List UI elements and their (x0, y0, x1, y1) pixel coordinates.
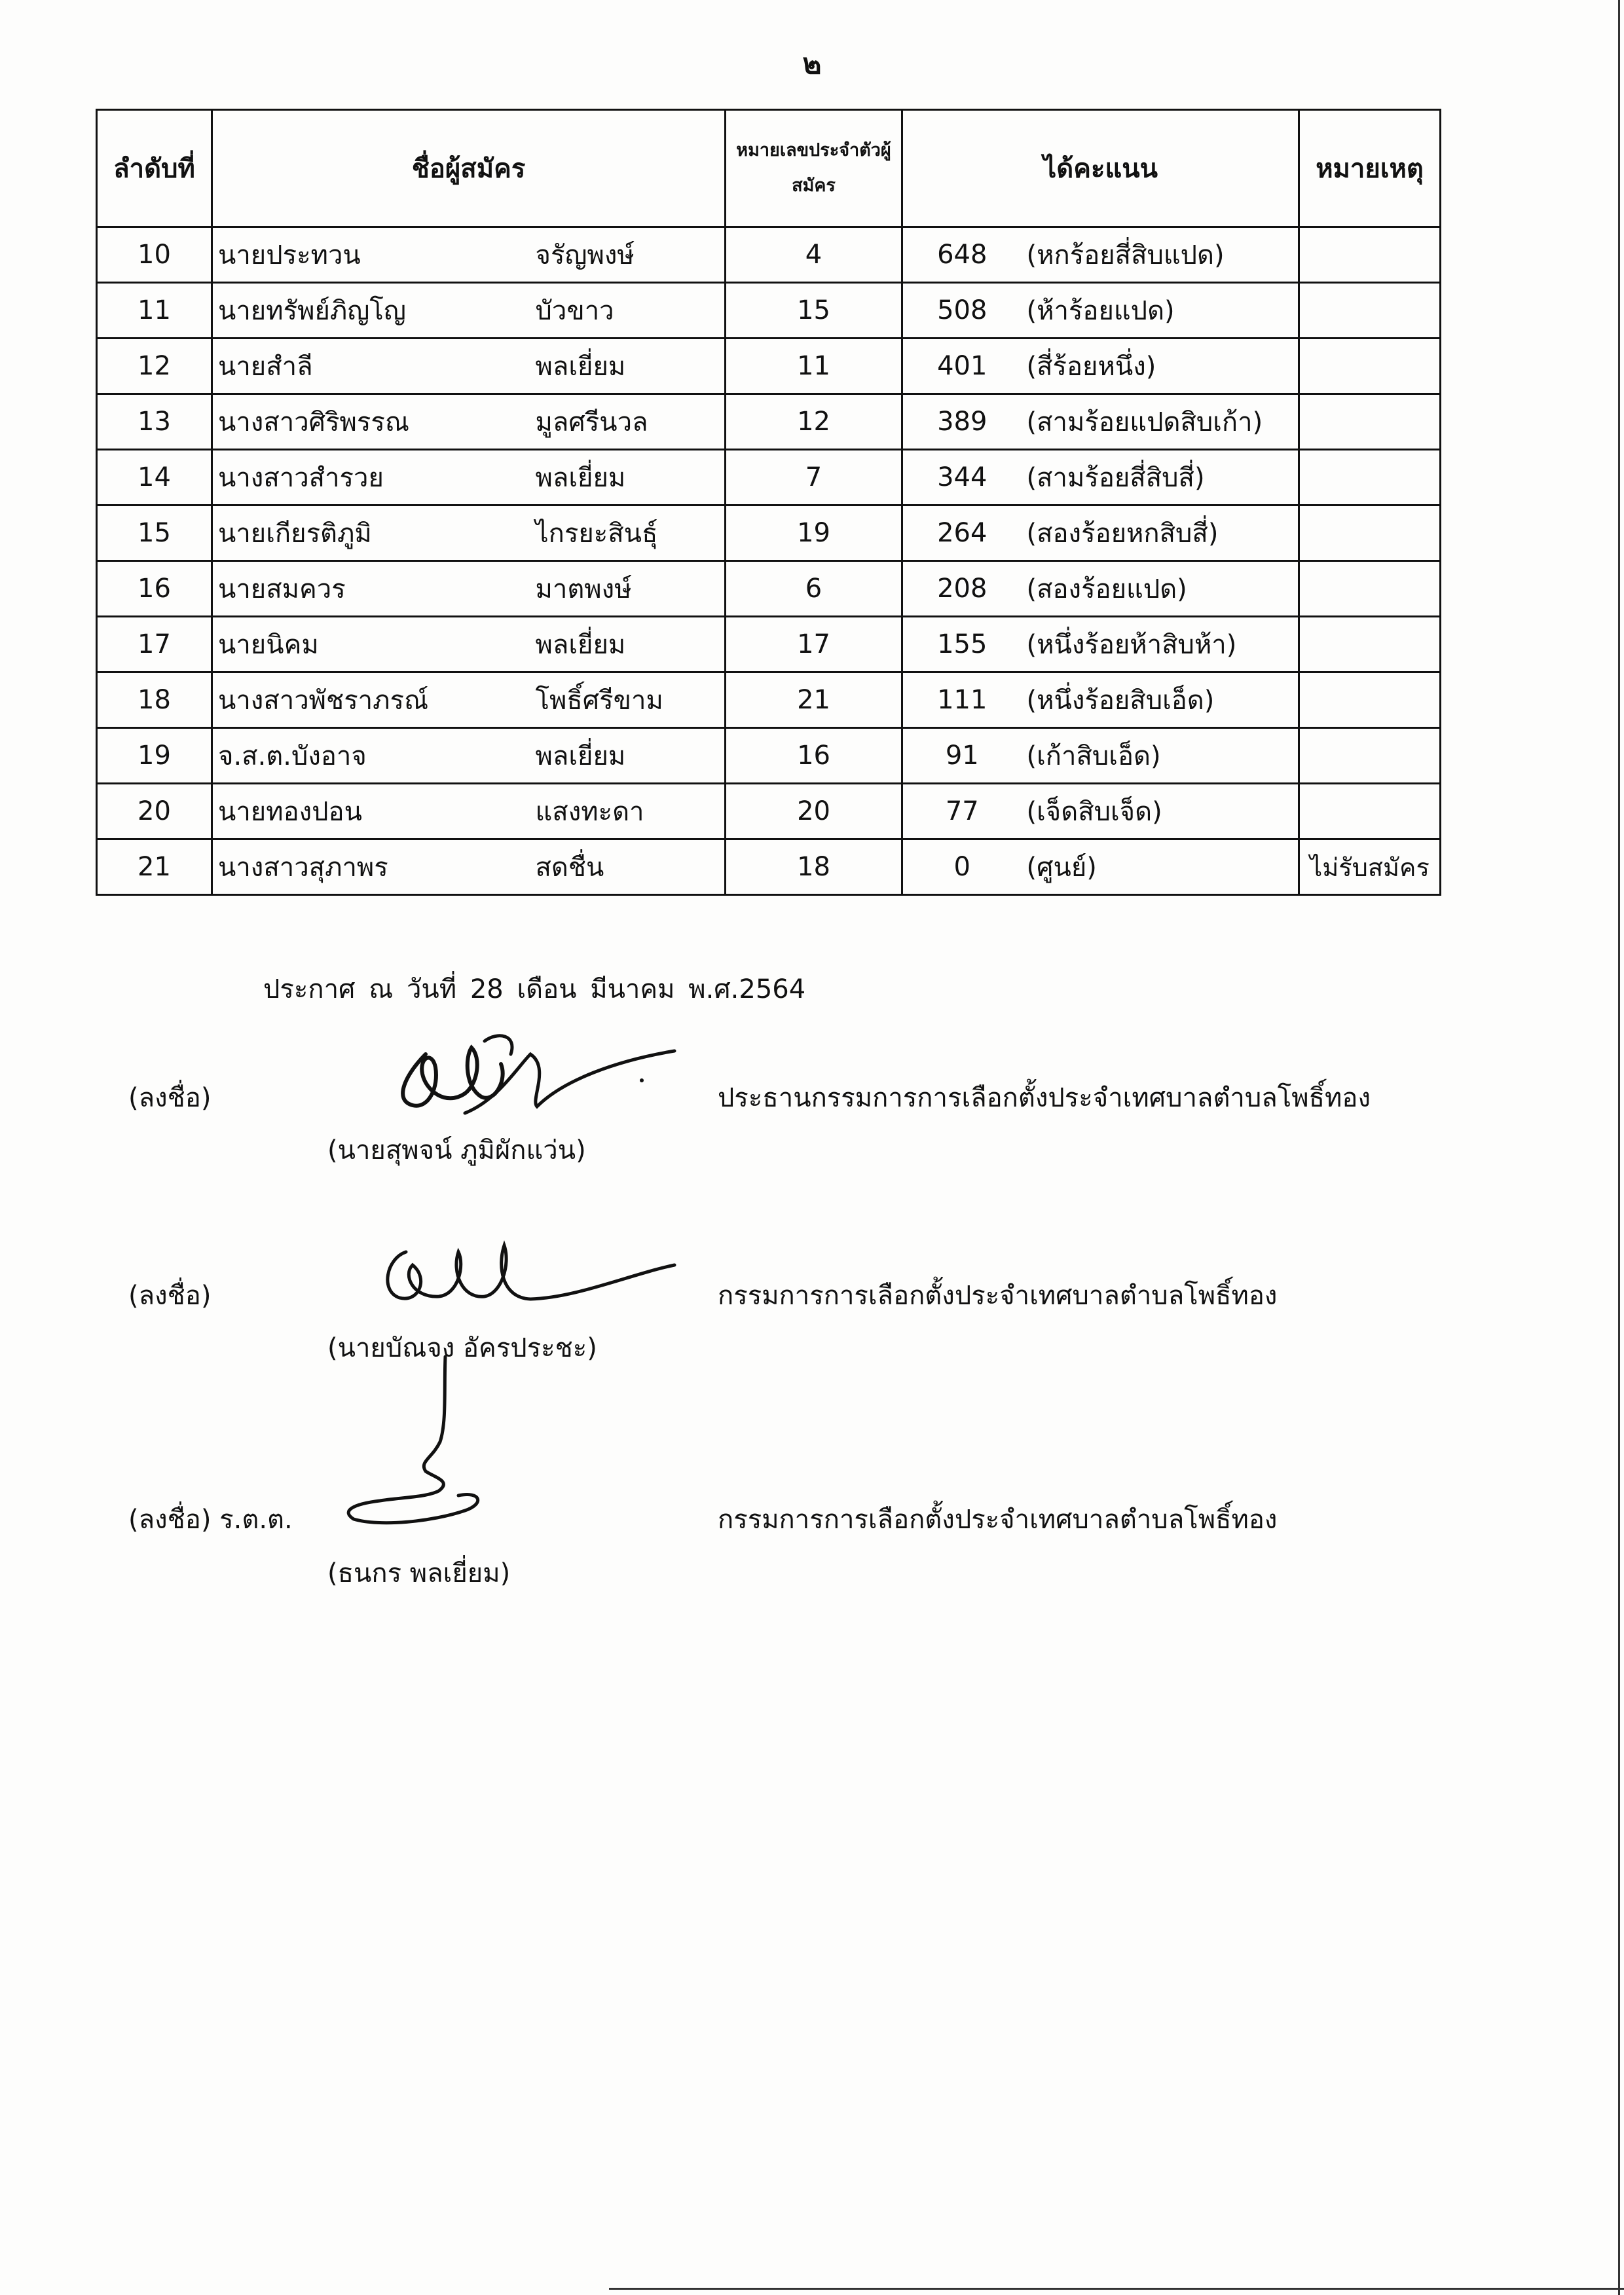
remark-cell (1299, 227, 1441, 283)
score-words: (เจ็ดสิบเจ็ด) (1022, 784, 1299, 839)
order-cell: 15 (97, 505, 212, 561)
table-body (97, 227, 1441, 895)
scan-edge-bottom (609, 2288, 1624, 2290)
sign-prefix: (ลงชื่อ) (128, 1281, 212, 1311)
order-cell: 18 (97, 672, 212, 728)
candidate-first-name: นางสาวสุภาพร (212, 839, 530, 895)
header-order: ลำดับที่ (97, 110, 212, 227)
remark-cell (1299, 672, 1441, 728)
remark-cell (1299, 784, 1441, 839)
order-cell: 16 (97, 561, 212, 617)
candidate-first-name: นายสำลี (212, 339, 530, 394)
candidate-last-name: สดชื่น (530, 839, 726, 895)
candidate-number: 6 (726, 561, 902, 617)
table-row (97, 672, 1441, 728)
remark-cell: ไม่รับสมัคร (1299, 839, 1441, 895)
remark-cell (1299, 450, 1441, 505)
order-cell: 19 (97, 728, 212, 784)
order-cell: 21 (97, 839, 212, 895)
score-words: (สามร้อยแปดสิบเก้า) (1022, 394, 1299, 450)
score-number: 155 (902, 617, 1022, 672)
header-candidate-no: หมายเลขประจำตัวผู้สมัคร (726, 110, 902, 227)
score-number: 401 (902, 339, 1022, 394)
candidate-first-name: นายประทวน (212, 227, 530, 283)
score-words: (หนึ่งร้อยสิบเอ็ด) (1022, 672, 1299, 728)
candidate-number: 16 (726, 728, 902, 784)
table-row (97, 617, 1441, 672)
candidate-last-name: บัวขาว (530, 283, 726, 339)
table-row (97, 283, 1441, 339)
candidate-last-name: จรัญพงษ์ (530, 227, 726, 283)
candidate-last-name: พลเยี่ยม (530, 339, 726, 394)
sign-role: กรรมการการเลือกตั้งประจำเทศบาลตำบลโพธิ์ทอง (718, 1281, 1278, 1311)
candidate-first-name: นายสมควร (212, 561, 530, 617)
signature-block-member-1 (0, 1219, 1624, 1389)
sign-name: (นายสุพจน์ ภูมิผักแว่น) (327, 1135, 586, 1166)
score-number: 648 (902, 227, 1022, 283)
sign-prefix: (ลงชื่อ) (128, 1083, 212, 1113)
score-words: (ศูนย์) (1022, 839, 1299, 895)
announcement-date: ประกาศ ณ วันที่ 28 เดือน มีนาคม พ.ศ.2564 (263, 974, 806, 1004)
candidate-last-name: พลเยี่ยม (530, 617, 726, 672)
score-number: 344 (902, 450, 1022, 505)
candidate-number: 12 (726, 394, 902, 450)
order-cell: 20 (97, 784, 212, 839)
order-cell: 17 (97, 617, 212, 672)
candidate-first-name: นางสาวสำรวย (212, 450, 530, 505)
candidate-number: 21 (726, 672, 902, 728)
order-cell: 11 (97, 283, 212, 339)
score-words: (หนึ่งร้อยห้าสิบห้า) (1022, 617, 1299, 672)
election-results-table (96, 109, 1441, 896)
candidate-last-name: พลเยี่ยม (530, 728, 726, 784)
remark-cell (1299, 728, 1441, 784)
candidate-first-name: นายเกียรติภูมิ (212, 505, 530, 561)
candidate-number: 15 (726, 283, 902, 339)
candidate-first-name: นายทรัพย์ภิญโญ (212, 283, 530, 339)
score-words: (หกร้อยสี่สิบแปด) (1022, 227, 1299, 283)
table-row (97, 394, 1441, 450)
score-number: 111 (902, 672, 1022, 728)
score-number: 77 (902, 784, 1022, 839)
page-number: ๒ (802, 47, 822, 81)
score-number: 508 (902, 283, 1022, 339)
signature-member-2-graphic (327, 1350, 498, 1527)
score-words: (สองร้อยหกสิบสี่) (1022, 505, 1299, 561)
score-number: 0 (902, 839, 1022, 895)
remark-cell (1299, 505, 1441, 561)
header-remark: หมายเหตุ (1299, 110, 1441, 227)
header-name: ชื่อผู้สมัคร (212, 110, 726, 227)
candidate-number: 4 (726, 227, 902, 283)
signature-member-1-graphic (367, 1226, 681, 1311)
candidate-number: 19 (726, 505, 902, 561)
remark-cell (1299, 394, 1441, 450)
candidate-first-name: นายทองปอน (212, 784, 530, 839)
order-cell: 10 (97, 227, 212, 283)
score-words: (เก้าสิบเอ็ด) (1022, 728, 1299, 784)
signature-chairman-graphic (367, 1028, 694, 1126)
signature-block-member-2 (0, 1416, 1624, 1586)
score-number: 91 (902, 728, 1022, 784)
candidate-last-name: พลเยี่ยม (530, 450, 726, 505)
score-number: 264 (902, 505, 1022, 561)
candidate-first-name: นางสาวศิริพรรณ (212, 394, 530, 450)
table-row (97, 784, 1441, 839)
candidate-first-name: นายนิคม (212, 617, 530, 672)
candidate-number: 17 (726, 617, 902, 672)
table-row (97, 227, 1441, 283)
signature-block-chairman (0, 1021, 1624, 1192)
table-row (97, 339, 1441, 394)
score-words: (สองร้อยแปด) (1022, 561, 1299, 617)
sign-name: (ธนกร พลเยี่ยม) (327, 1558, 511, 1588)
table-row (97, 839, 1441, 895)
score-number: 208 (902, 561, 1022, 617)
sign-role: ประธานกรรมการการเลือกตั้งประจำเทศบาลตำบลโพธิ์ทอง (718, 1083, 1371, 1113)
candidate-number: 20 (726, 784, 902, 839)
candidate-number: 7 (726, 450, 902, 505)
candidate-number: 11 (726, 339, 902, 394)
table-header-row (97, 110, 1441, 227)
candidate-last-name: โพธิ์ศรีขาม (530, 672, 726, 728)
candidate-last-name: มาตพงษ์ (530, 561, 726, 617)
candidate-number: 18 (726, 839, 902, 895)
score-words: (สามร้อยสี่สิบสี่) (1022, 450, 1299, 505)
candidate-last-name: ไกรยะสินธุ์ (530, 505, 726, 561)
score-number: 389 (902, 394, 1022, 450)
remark-cell (1299, 339, 1441, 394)
candidate-first-name: จ.ส.ต.บังอาจ (212, 728, 530, 784)
score-words: (ห้าร้อยแปด) (1022, 283, 1299, 339)
table-row (97, 450, 1441, 505)
order-cell: 13 (97, 394, 212, 450)
candidate-last-name: แสงทะดา (530, 784, 726, 839)
remark-cell (1299, 283, 1441, 339)
table-row (97, 561, 1441, 617)
scan-edge-right (1618, 0, 1620, 2295)
sign-name: (นายบัณจง อัครประชะ) (327, 1333, 597, 1363)
sign-prefix: (ลงชื่อ) ร.ต.ต. (128, 1505, 293, 1535)
score-words: (สี่ร้อยหนึ่ง) (1022, 339, 1299, 394)
table-row (97, 728, 1441, 784)
remark-cell (1299, 561, 1441, 617)
remark-cell (1299, 617, 1441, 672)
order-cell: 14 (97, 450, 212, 505)
table-row (97, 505, 1441, 561)
sign-role: กรรมการการเลือกตั้งประจำเทศบาลตำบลโพธิ์ทอง (718, 1505, 1278, 1535)
header-score: ได้คะแนน (902, 110, 1299, 227)
order-cell: 12 (97, 339, 212, 394)
candidate-first-name: นางสาวพัชราภรณ์ (212, 672, 530, 728)
candidate-last-name: มูลศรีนวล (530, 394, 726, 450)
